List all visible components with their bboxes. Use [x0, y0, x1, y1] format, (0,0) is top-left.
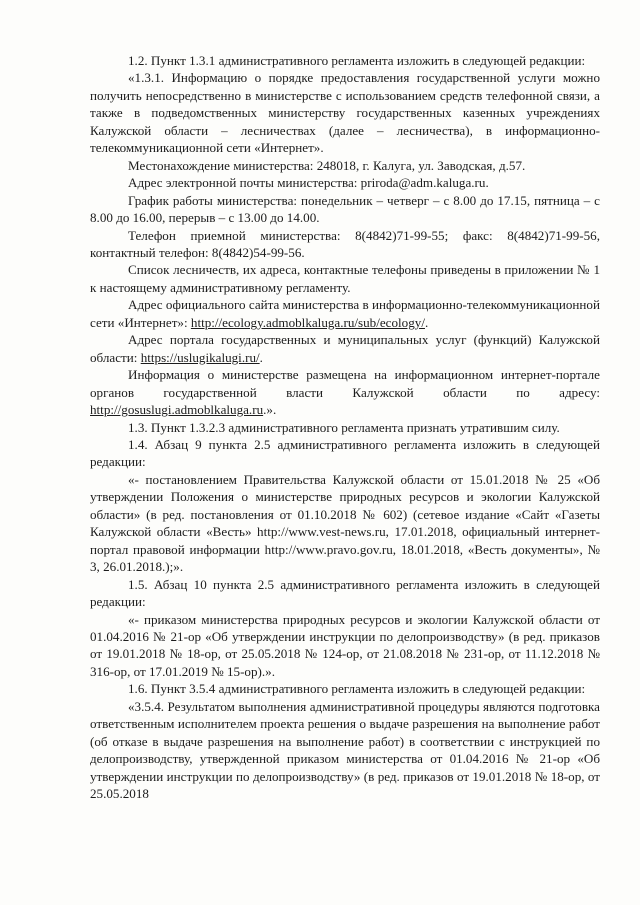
info-portal-end: .».	[263, 402, 277, 418]
paragraph-forestries: Список лесничеств, их адреса, контактные телефоны приведены в приложении № 1 к настоящему административному регламенту.	[90, 262, 600, 295]
portal-link[interactable]: https://uslugikalugi.ru/	[140, 349, 260, 365]
paragraph-1-5: 1.5. Абзац 10 пункта 2.5 административного регламента изложить в следующей редакции:	[90, 576, 600, 610]
paragraph-phones: Телефон приемной министерства: 8(4842)71-99-55; факс: 8(4842)71-99-56, контактный телефон: 8(4842)54-99-56.	[90, 227, 600, 260]
paragraph-decree: «- постановлением Правительства Калужской области от 15.01.2018 № 25 «Об утверждении Положения о министерстве природных ресурсов и экологии Калужской области» (в ред. постановления от 01.10.2018 № 602) (сетевое издание «Сайт «Газеты Калужской области «Весть» http://www.vest-news.ru, 17.01.2018, официальный интернет-портал правовой информации http://www.pravo.gov.ru, 18.01.2018, «Весть документы», № 3, 26.01.2018.);».	[90, 471, 600, 575]
info-portal-text: Информация о министерстве размещена на информационном интернет-портале органов государственной власти Калужской области по адресу:	[90, 367, 600, 400]
portal-end: .	[259, 349, 263, 365]
paragraph-1-3-1: «1.3.1. Информацию о порядке предоставления государственной услуги можно получить непосредственно в министерстве с использованием средств телефонной связи, а также в подведомственных министерству государственных казенных учреждениях Калужской области – лесничествах (далее – лесничества), в информационно-телекоммуникационной сети «Интернет».	[90, 70, 600, 156]
info-portal-link[interactable]: http://gosuslugi.admoblkaluga.ru	[90, 402, 264, 418]
website-end: .	[424, 314, 429, 330]
paragraph-1-4: 1.4. Абзац 9 пункта 2.5 административного регламента изложить в следующей редакции:	[90, 436, 600, 470]
paragraph-order: «- приказом министерства природных ресурсов и экологии Калужской области от 01.04.2016 № 21-ор «Об утверждении инструкции по делопроизводству» (в ред. приказов от 19.01.2018 № 18-ор, от 25.05.2018 № 124-ор, от 21.08.2018 № 231-ор, от 11.12.2018 № 316-ор, от 17.01.2019 № 15-ор).».	[90, 611, 600, 679]
portal-text: Адрес портала государственных и муниципальных услуг (функций) Калужской области:	[90, 332, 600, 365]
paragraph-portal	[90, 331, 600, 366]
paragraph-3-5-4: «3.5.4. Результатом выполнения административной процедуры являются подготовка ответственным исполнителем проекта решения о выдаче разрешения на выполнение работ (об отказе в выдаче разрешения на выполнение работ) в соответствии с инструкцией по делопроизводству, утвержденной приказом министерства от 01.04.2016 № 21-ор «Об утверждении инструкции по делопроизводству» (в ред. приказов от 19.01.2018 № 18-ор, от 25.05.2018	[90, 698, 600, 802]
paragraph-1-3: 1.3. Пункт 1.3.2.3 административного регламента признать утратившим силу.	[128, 419, 560, 435]
website-text: Адрес официального сайта министерства в информационно-телекоммуникационной сети «Интернет»:	[90, 297, 600, 330]
paragraph-location: Местонахождение министерства: 248018, г. Калуга, ул. Заводская, д.57.	[128, 157, 526, 173]
paragraph-email: Адрес электронной почты министерства: priroda@adm.kaluga.ru.	[128, 175, 489, 191]
paragraph-schedule: График работы министерства: понедельник – четверг – с 8.00 до 17.15, пятница – с 8.00 до 16.00, перерыв – с 13.00 до 14.00.	[90, 192, 600, 226]
website-link[interactable]: http://ecology.admoblkaluga.ru/sub/ecology/	[190, 314, 425, 330]
paragraph-website	[90, 296, 600, 331]
paragraph-1-6: 1.6. Пункт 3.5.4 административного регламента изложить в следующей редакции:	[128, 681, 586, 697]
paragraph-1-2: 1.2. Пункт 1.3.1 административного регламента изложить в следующей редакции:	[128, 53, 586, 68]
paragraph-info-portal	[90, 366, 600, 418]
